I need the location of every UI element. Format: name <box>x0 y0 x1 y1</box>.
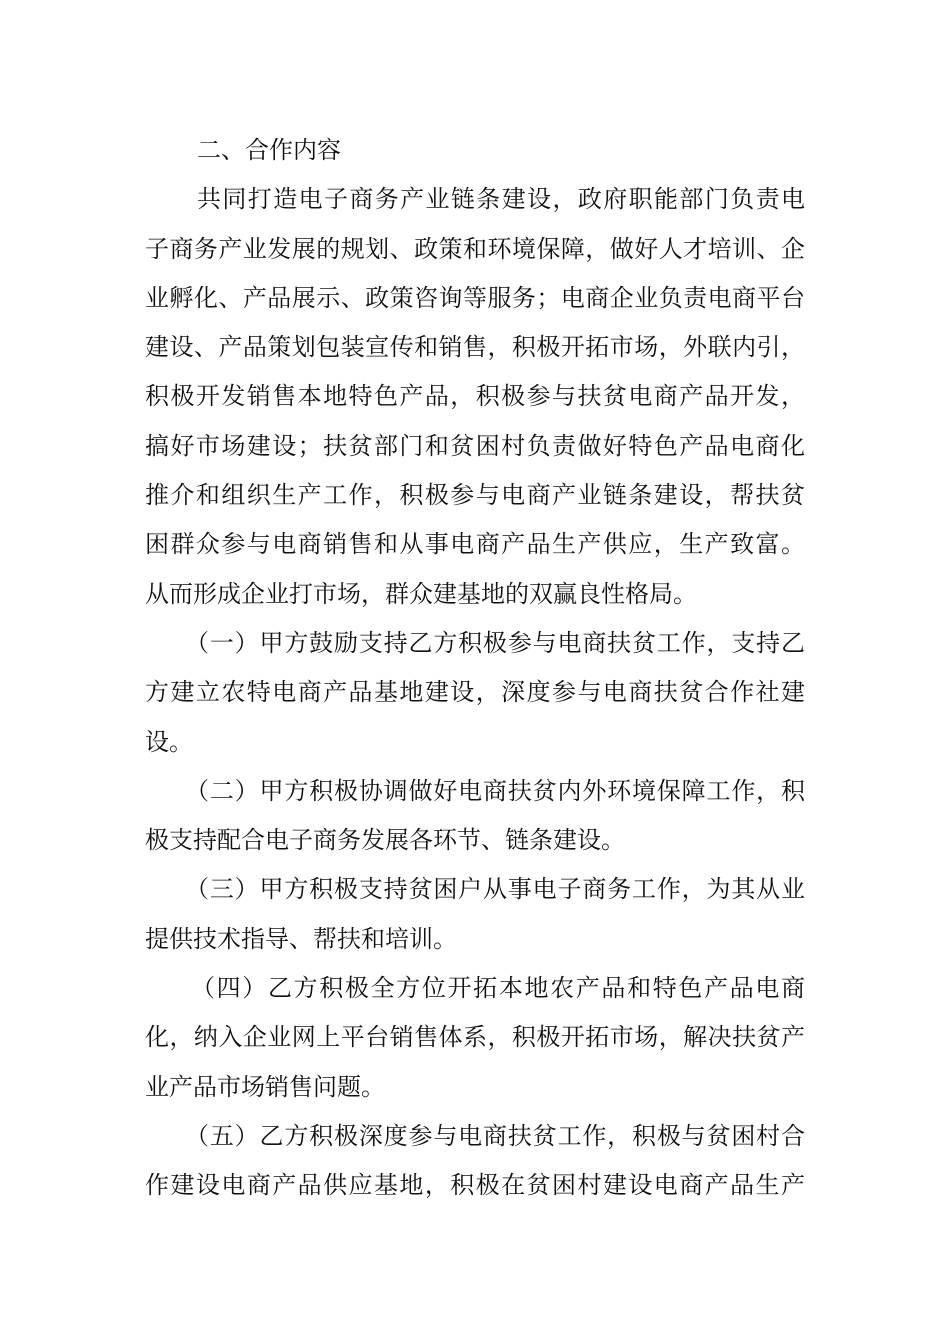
text-line: 积极开发销售本地特色产品，积极参与扶贫电商产品开发， <box>145 382 805 411</box>
text-line: 搞好市场建设；扶贫部门和贫困村负责做好特色产品电商化 <box>145 431 805 460</box>
text-line: 业孵化、产品展示、政策咨询等服务；电商企业负责电商平台 <box>145 283 805 312</box>
text-line: 子商务产业发展的规划、政策和环境保障，做好人才培训、企 <box>145 234 805 263</box>
text-line: 提供技术指导、帮扶和培训。 <box>145 924 457 953</box>
paragraph-item-2 <box>145 767 805 866</box>
text-line: 方建立农特电商产品基地建设，深度参与电商扶贫合作社建 <box>145 678 805 707</box>
text-line: 困群众参与电商销售和从事电商产品生产供应，生产致富。 <box>145 530 805 559</box>
text-line: 从而形成企业打市场，群众建基地的双赢良性格局。 <box>145 579 697 608</box>
text-line: （二）甲方积极协调做好电商扶贫内外环境保障工作，积 <box>185 776 805 805</box>
paragraph-item-5 <box>145 1112 805 1211</box>
paragraph-item-1 <box>145 619 805 767</box>
text-line: （一）甲方鼓励支持乙方积极参与电商扶贫工作，支持乙 <box>185 628 805 657</box>
text-line: 作建设电商产品供应基地，积极在贫困村建设电商产品生产 <box>145 1171 805 1200</box>
text-line: 极支持配合电子商务发展各环节、链条建设。 <box>145 826 625 855</box>
paragraph-item-3 <box>145 865 805 964</box>
paragraph-item-4 <box>145 964 805 1112</box>
text-line: （三）甲方积极支持贫困户从事电子商务工作，为其从业 <box>185 875 805 904</box>
text-line: 业产品市场销售问题。 <box>145 1072 385 1101</box>
section-heading: 二、合作内容 <box>197 136 341 164</box>
text-line: 共同打造电子商务产业链条建设，政府职能部门负责电 <box>197 185 805 214</box>
text-line: （五）乙方积极深度参与电商扶贫工作，积极与贫困村合 <box>185 1121 805 1150</box>
document-page <box>145 126 805 1211</box>
text-line: 化，纳入企业网上平台销售体系，积极开拓市场，解决扶贫产 <box>145 1023 805 1052</box>
text-line: 设。 <box>145 727 193 756</box>
text-line: 推介和组织生产工作，积极参与电商产业链条建设，帮扶贫 <box>145 481 805 510</box>
text-line: 建设、产品策划包装宣传和销售，积极开拓市场，外联内引， <box>145 333 805 362</box>
paragraph-cooperation-overview <box>145 175 805 619</box>
text-line: （四）乙方积极全方位开拓本地农产品和特色产品电商 <box>191 974 805 1003</box>
